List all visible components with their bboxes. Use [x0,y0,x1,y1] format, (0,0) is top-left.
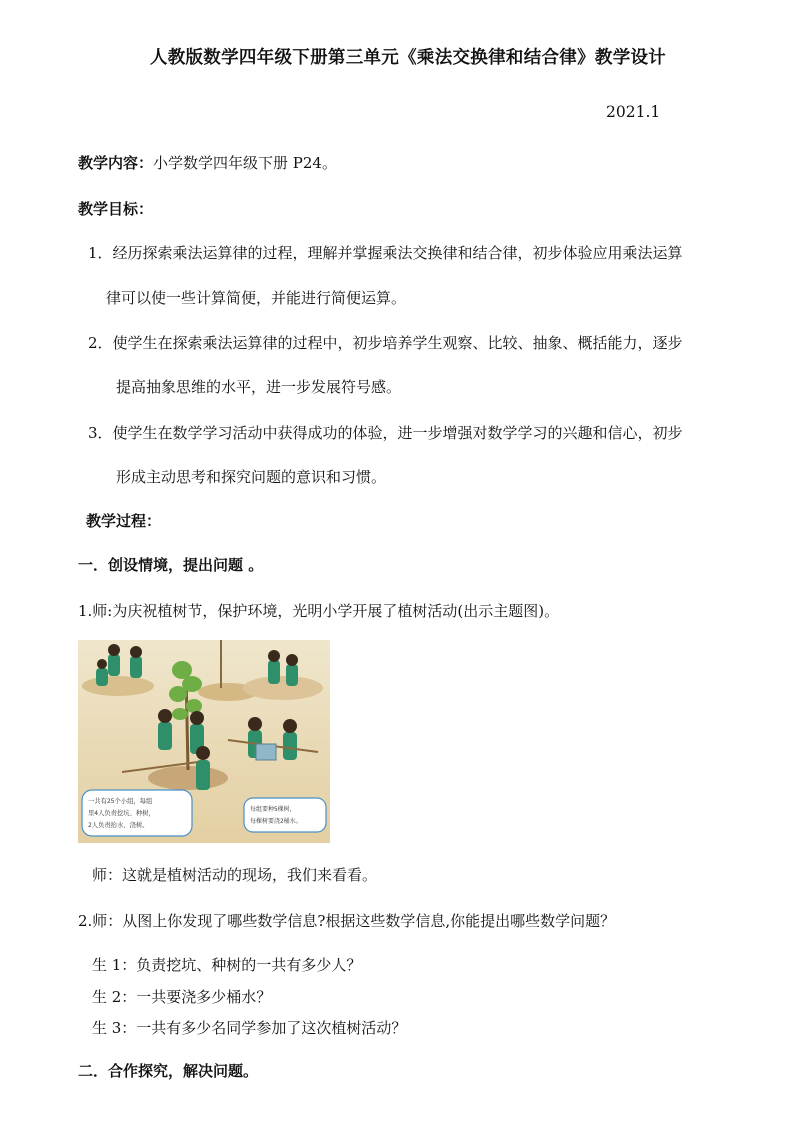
bubble-left-line-2: 里4人负责挖坑、种树， [88,810,155,817]
bubble-left-line-1: 一共有25个小组，每组 [88,798,153,805]
objectives-label: 教学目标： [78,200,154,218]
section-2-heading: 二．合作探究，解决问题。 [78,1062,259,1080]
student-answer-3: 生 3：一共有多少名同学参加了这次植树活动？ [92,1019,407,1037]
step-2-text: 2.师：从图上你发现了哪些数学信息?根据这些数学信息,你能提出哪些数学问题？ [78,912,616,930]
section-1-heading: 一．创设情境，提出问题 。 [78,556,264,574]
teacher-note: 师：这就是植树活动的现场，我们来看看。 [92,866,378,884]
document-date: 2021.1 [606,103,661,121]
teaching-content [78,152,337,174]
bubble-right-line-1: 每组要种5棵树， [250,806,296,813]
objective-3-line-2: 形成主动思考和探究问题的意识和习惯。 [116,468,387,486]
student-answer-1: 生 1：负责挖坑、种树的一共有多少人？ [92,956,362,974]
bubble-left-line-3: 2人负责抬水、浇树。 [88,822,149,829]
teaching-content-label: 教学内容： [78,154,154,172]
teaching-content-text: 小学数学四年级下册 P24。 [153,154,337,172]
student-answer-2: 生 2：一共要浇多少桶水？ [92,988,272,1006]
process-label: 教学过程： [86,512,162,530]
step-1-text: 1.师:为庆祝植树节，保护环境，光明小学开展了植树活动(出示主题图)。 [78,602,560,620]
objective-2-line-2: 提高抽象思维的水平，进一步发展符号感。 [116,378,402,396]
tree-planting-illustration [78,640,330,843]
bubble-right-line-2: 每棵树要浇2桶水。 [250,818,302,825]
objective-1-line-1: 1．经历探索乘法运算律的过程，理解并掌握乘法交换律和结合律，初步体验应用乘法运算 [88,244,683,262]
objective-3-line-1: 3．使学生在数学学习活动中获得成功的体验，进一步增强对数学学习的兴趣和信心，初步 [88,424,683,442]
objective-1-line-2: 律可以使一些计算简便，并能进行简便运算。 [106,289,407,307]
document-title: 人教版数学四年级下册第三单元《乘法交换律和结合律》教学设计 [149,48,667,68]
objective-2-line-1: 2．使学生在探索乘法运算律的过程中，初步培养学生观察、比较、抽象、概括能力，逐步 [88,334,683,352]
